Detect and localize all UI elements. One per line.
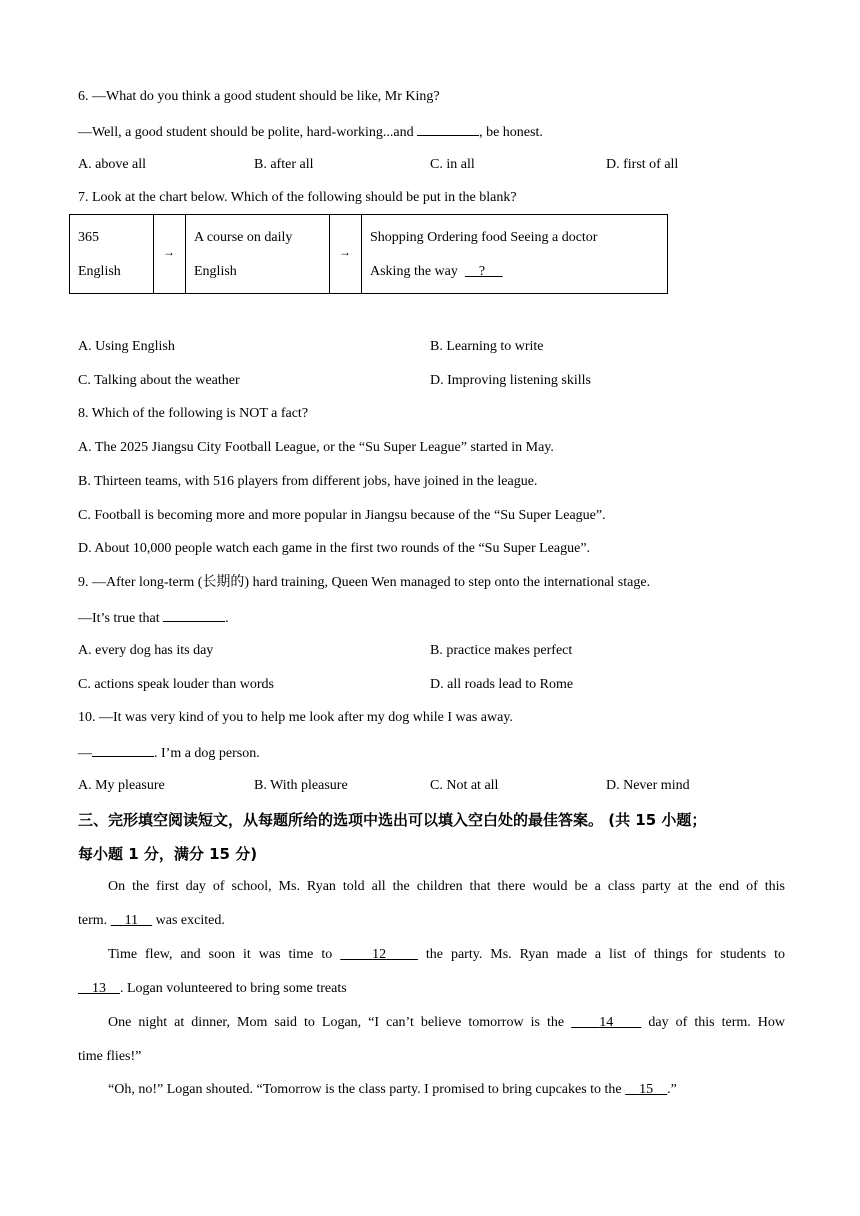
p3-post: day of this term. How [641, 1015, 786, 1030]
q6-option-c: C. in all [430, 157, 475, 172]
passage-p2-line1 [108, 946, 785, 964]
chart-arrow-2 [330, 215, 362, 293]
q9-answer-blank [163, 608, 225, 622]
q6-line1: 6. —What do you think a good student should be like, Mr King? [78, 89, 440, 104]
p4-post: .” [667, 1082, 677, 1097]
blank-15: 15 [639, 1082, 654, 1097]
q10-line2 [78, 743, 260, 763]
p3-pre: One night at dinner, Mom said to Logan, “I can’t believe tomorrow is the [108, 1015, 572, 1030]
q10-option-b: B. With pleasure [254, 778, 348, 793]
q6-line2-pre: —Well, a good student should be polite, hard-working...and [78, 125, 418, 140]
section-3-heading-line2: 每小题 1 分，满分 15 分) [78, 845, 258, 863]
chart-box3-line2 [370, 264, 503, 280]
chart-box1-line1: 365 [78, 230, 99, 245]
passage-p2-line2 [78, 980, 347, 998]
q10-answer-blank [92, 743, 154, 757]
p2-post: the party. Ms. Ryan made a list of things for students to [417, 947, 785, 962]
passage-p3-line2: time flies!” [78, 1049, 142, 1064]
q8-stem: 8. Which of the following is NOT a fact? [78, 406, 309, 421]
q10-option-a: A. My pleasure [78, 778, 165, 793]
q7-stem: 7. Look at the chart below. Which of the following should be put in the blank? [78, 190, 517, 205]
chart-box2-line2: English [194, 264, 237, 279]
q9-option-c: C. actions speak louder than words [78, 677, 274, 692]
q6-answer-blank [417, 122, 479, 136]
passage-p1-line1: On the first day of school, Ms. Ryan told all the children that there would be a class party at the end of this [108, 879, 785, 894]
p2-pre: Time flew, and soon it was time to [108, 947, 341, 962]
q9-line2-pre: —It’s true that [78, 611, 164, 626]
section-3-heading-line1: 三、完形填空阅读短文，从每题所给的选项中选出可以填入空白处的最佳答案。 (共 15 小题； [78, 811, 707, 829]
passage-p1-line2 [78, 912, 225, 930]
q7-option-b: B. Learning to write [430, 339, 544, 354]
q9-line2 [78, 608, 229, 628]
q7-option-c: C. Talking about the weather [78, 373, 240, 388]
q9-line2-post: . [225, 611, 229, 626]
chart-box3-text: Asking the way [370, 264, 458, 279]
p1-pre: term. [78, 913, 111, 928]
p4-pre: “Oh, no!” Logan shouted. “Tomorrow is the class party. I promised to bring cupcakes to the [108, 1082, 626, 1097]
chart-box-situations [362, 215, 667, 293]
q9-option-d: D. all roads lead to Rome [430, 677, 574, 692]
chart-box-365-english [70, 215, 154, 293]
q9-option-b: B. practice makes perfect [430, 643, 573, 658]
passage-p3-line1 [108, 1014, 785, 1032]
q8-option-b: B. Thirteen teams, with 516 players from different jobs, have joined in the league. [78, 474, 538, 489]
q6-option-d: D. first of all [606, 157, 679, 172]
q8-option-a: A. The 2025 Jiangsu City Football League, or the “Su Super League” started in May. [78, 440, 554, 455]
passage-p4-line1 [108, 1081, 677, 1099]
q10-line2-pre: — [78, 746, 92, 761]
q7-flow-chart [69, 214, 668, 294]
q9-line1: 9. —After long-term (长期的) hard training, Queen Wen managed to step onto the international stage. [78, 575, 651, 590]
arrow-right-icon: → [339, 245, 351, 259]
chart-box2-line1: A course on daily [194, 230, 293, 245]
q6-line2-post: , be honest. [479, 125, 543, 140]
chart-arrow-1 [154, 215, 186, 293]
q8-option-d: D. About 10,000 people watch each game in the first two rounds of the “Su Super League”. [78, 541, 591, 556]
q9-option-a: A. every dog has its day [78, 643, 214, 658]
q10-line2-post: . I’m a dog person. [154, 746, 260, 761]
q6-option-b: B. after all [254, 157, 314, 172]
q6-option-a: A. above all [78, 157, 147, 172]
blank-11: 11 [124, 913, 139, 928]
chart-box3-blank: ? [478, 264, 486, 279]
q10-line1: 10. —It was very kind of you to help me look after my dog while I was away. [78, 710, 513, 725]
q10-option-d: D. Never mind [606, 778, 690, 793]
chart-box-course [186, 215, 330, 293]
blank-14: 14 [599, 1015, 614, 1030]
blank-13: 13 [92, 981, 106, 996]
q7-option-d: D. Improving listening skills [430, 373, 591, 388]
blank-12: 12 [372, 947, 387, 962]
p2-line2-post: . Logan volunteered to bring some treats [120, 981, 347, 996]
q8-option-c: C. Football is becoming more and more popular in Jiangsu because of the “Su Super League”. [78, 508, 606, 523]
q7-option-a: A. Using English [78, 339, 175, 354]
p1-post: was excited. [152, 913, 225, 928]
arrow-right-icon: → [163, 245, 175, 259]
chart-box1-line2: English [78, 264, 121, 279]
q10-option-c: C. Not at all [430, 778, 499, 793]
q6-line2 [78, 122, 543, 142]
chart-box3-line1: Shopping Ordering food Seeing a doctor [370, 230, 598, 245]
